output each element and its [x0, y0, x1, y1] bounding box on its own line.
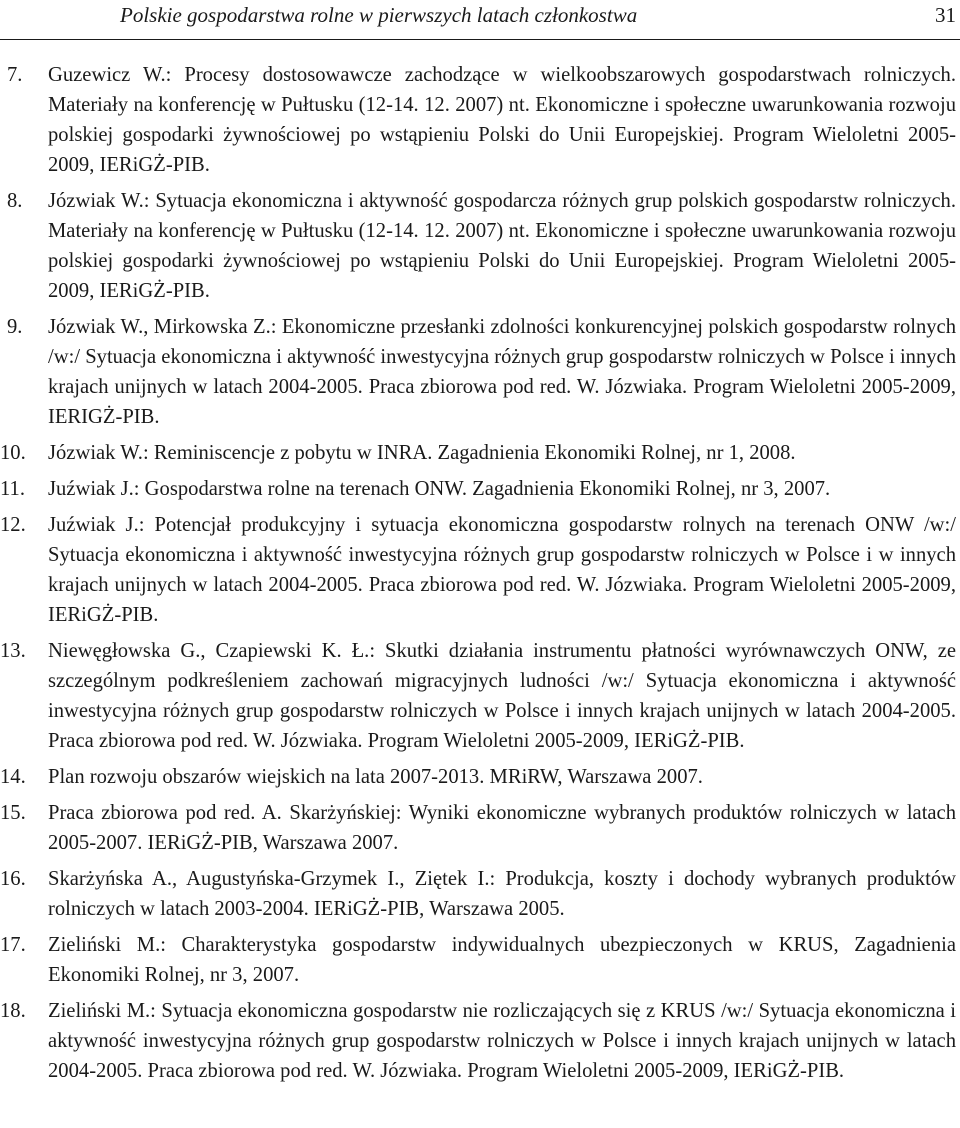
page-header [0, 0, 960, 42]
reference-item [0, 312, 960, 432]
reference-text: Niewęgłowska G., Czapiewski K. Ł.: Skutki działania instrumentu płatności wyrównawczych ONW, ze szczególnym podkreśleniem zachowań migracyjnych ludności /w:/ Sytuacja ekonomiczna i aktywność inwestycyjna różnych grup gospodarstw rolniczych w Polsce i innych krajach unijnych w latach 2004-2005. Praca zbiorowa pod red. W. Józwiaka. Program Wieloletni 2005-2009, IERiGŻ-PIB. [48, 640, 956, 752]
reference-number: 14. [0, 766, 26, 788]
reference-number: 12. [0, 514, 26, 536]
reference-number: 9. [7, 316, 23, 338]
reference-item [0, 762, 960, 792]
reference-text: Zieliński M.: Sytuacja ekonomiczna gospodarstw nie rozliczających się z KRUS /w:/ Sytuacja ekonomiczna i aktywność inwestycyjna różnych grup gospodarstw rolniczych w Polsce i innych krajach unijnych w latach 2004-2005. Praca zbiorowa pod red. W. Józwiaka. Program Wieloletni 2005-2009, IERiGŻ-PIB. [48, 1000, 956, 1082]
reference-text: Praca zbiorowa pod red. A. Skarżyńskiej: Wyniki ekonomiczne wybranych produktów rolniczych w latach 2005-2007. IERiGŻ-PIB, Warszawa 2007. [48, 802, 956, 854]
reference-number: 11. [0, 478, 25, 500]
reference-number: 17. [0, 934, 26, 956]
running-title: Polskie gospodarstwa rolne w pierwszych latach członkostwa [120, 3, 638, 27]
reference-text: Juźwiak J.: Gospodarstwa rolne na terenach ONW. Zagadnienia Ekonomiki Rolnej, nr 3, 2007. [48, 478, 831, 500]
header-rule [0, 39, 960, 40]
reference-text: Józwiak W.: Reminiscencje z pobytu w INRA. Zagadnienia Ekonomiki Rolnej, nr 1, 2008. [48, 442, 796, 464]
reference-item [0, 798, 960, 858]
reference-item [0, 930, 960, 990]
reference-number: 10. [0, 442, 26, 464]
reference-text: Skarżyńska A., Augustyńska-Grzymek I., Ziętek I.: Produkcja, koszty i dochody wybranych produktów rolniczych w latach 2003-2004. IERiGŻ-PIB, Warszawa 2005. [48, 868, 956, 920]
reference-number: 8. [7, 190, 23, 212]
reference-number: 7. [7, 64, 23, 86]
reference-text: Guzewicz W.: Procesy dostosowawcze zachodzące w wielkoobszarowych gospodarstwach rolniczych. Materiały na konferencję w Pułtusku (12-14. 12. 2007) nt. Ekonomiczne i społeczne uwarunkowania rozwoju polskiej gospodarki żywnościowej po wstąpieniu Polski do Unii Europejskiej. Program Wieloletni 2005-2009, IERiGŻ-PIB. [48, 64, 956, 176]
reference-text: Juźwiak J.: Potencjał produkcyjny i sytuacja ekonomiczna gospodarstw rolnych na terenach ONW /w:/ Sytuacja ekonomiczna i aktywność inwestycyjna różnych grup gospodarstw rolniczych w Polsce i w innych krajach unijnych w latach 2004-2005. Praca zbiorowa pod red. W. Józwiaka. Program Wieloletni 2005-2009, IERiGŻ-PIB. [48, 514, 956, 626]
reference-item [0, 864, 960, 924]
reference-text: Józwiak W.: Sytuacja ekonomiczna i aktywność gospodarcza różnych grup polskich gospodarstw rolniczych. Materiały na konferencję w Pułtusku (12-14. 12. 2007) nt. Ekonomiczne i społeczne uwarunkowania rozwoju polskiej gospodarki żywnościowej po wstąpieniu Polski do Unii Europejskiej. Program Wieloletni 2005-2009, IERiGŻ-PIB. [48, 190, 956, 302]
reference-text: Zieliński M.: Charakterystyka gospodarstw indywidualnych ubezpieczonych w KRUS, Zagadnienia Ekonomiki Rolnej, nr 3, 2007. [48, 934, 956, 986]
reference-item [0, 60, 960, 180]
reference-number: 15. [0, 802, 26, 824]
reference-number: 16. [0, 868, 26, 890]
reference-text: Plan rozwoju obszarów wiejskich na lata 2007-2013. MRiRW, Warszawa 2007. [48, 766, 703, 788]
page-number: 31 [935, 3, 956, 27]
reference-item [0, 996, 960, 1086]
reference-item [0, 438, 960, 468]
reference-number: 13. [0, 640, 26, 662]
reference-item [0, 510, 960, 630]
reference-number: 18. [0, 1000, 26, 1022]
reference-item [0, 636, 960, 756]
reference-text: Józwiak W., Mirkowska Z.: Ekonomiczne przesłanki zdolności konkurencyjnej polskich gospodarstw rolnych /w:/ Sytuacja ekonomiczna i aktywność inwestycyjna różnych grup gospodarstw rolniczych w Polsce i innych krajach unijnych w latach 2004-2005. Praca zbiorowa pod red. W. Józwiaka. Program Wieloletni 2005-2009, IERIGŻ-PIB. [48, 316, 956, 428]
reference-item [0, 474, 960, 504]
reference-item [0, 186, 960, 306]
reference-list [0, 60, 960, 1092]
